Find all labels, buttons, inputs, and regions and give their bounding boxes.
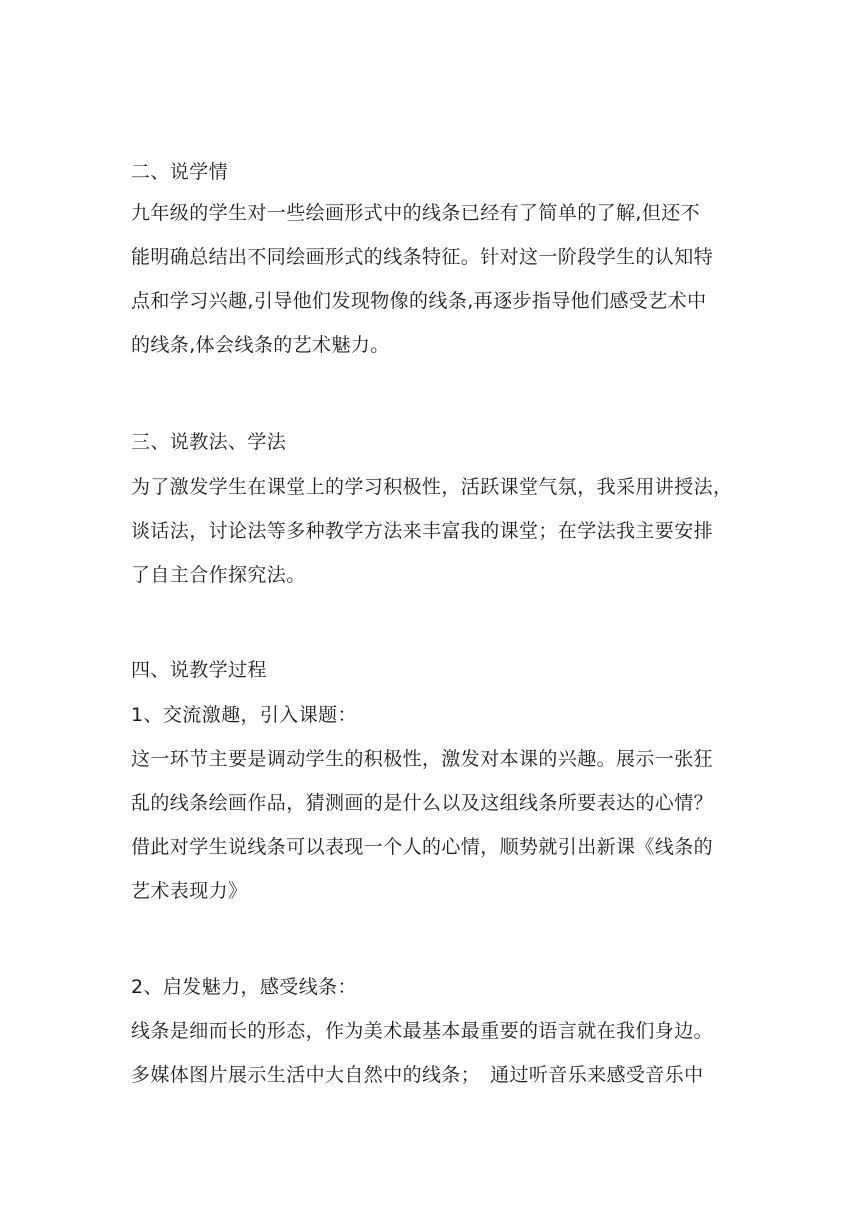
paragraph-line: 乱的线条绘画作品，猜测画的是什么以及这组线条所要表达的心情？ (131, 792, 714, 814)
paragraph-line: 线条是细而长的形态，作为美术最基本最重要的语言就在我们身边。 (131, 1020, 714, 1042)
paragraph-line: 艺术表现力》 (131, 880, 248, 902)
section-heading-learning-situation: 二、说学情 (131, 161, 229, 183)
step-heading-1: 1、交流激趣，引入课题： (131, 704, 357, 726)
paragraph-line: 点和学习兴趣,引导他们发现物像的线条,再逐步指导他们感受艺术中 (131, 290, 707, 312)
paragraph-line: 的线条,体会线条的艺术魅力。 (131, 334, 390, 356)
paragraph-line: 这一环节主要是调动学生的积极性，激发对本课的兴趣。展示一张狂 (131, 748, 714, 770)
paragraph-line: 九年级的学生对一些绘画形式中的线条已经有了简单的了解,但还不 (131, 202, 701, 224)
paragraph-line: 多媒体图片展示生活中大自然中的线条； 通过听音乐来感受音乐中 (131, 1064, 704, 1086)
section-heading-teaching-process: 四、说教学过程 (131, 659, 267, 681)
step-heading-2: 2、启发魅力，感受线条： (131, 976, 357, 998)
paragraph-line: 谈话法，讨论法等多种教学方法来丰富我的课堂；在学法我主要安排 (131, 520, 714, 542)
paragraph-line: 了自主合作探究法。 (131, 564, 306, 586)
paragraph-line: 借此对学生说线条可以表现一个人的心情，顺势就引出新课《线条的 (131, 836, 714, 858)
paragraph-line: 能明确总结出不同绘画形式的线条特征。针对这一阶段学生的认知特 (131, 246, 714, 268)
paragraph-line: 为了激发学生在课堂上的学习积极性，活跃课堂气氛，我采用讲授法， (131, 476, 733, 498)
section-heading-teaching-methods: 三、说教法、学法 (131, 431, 287, 453)
